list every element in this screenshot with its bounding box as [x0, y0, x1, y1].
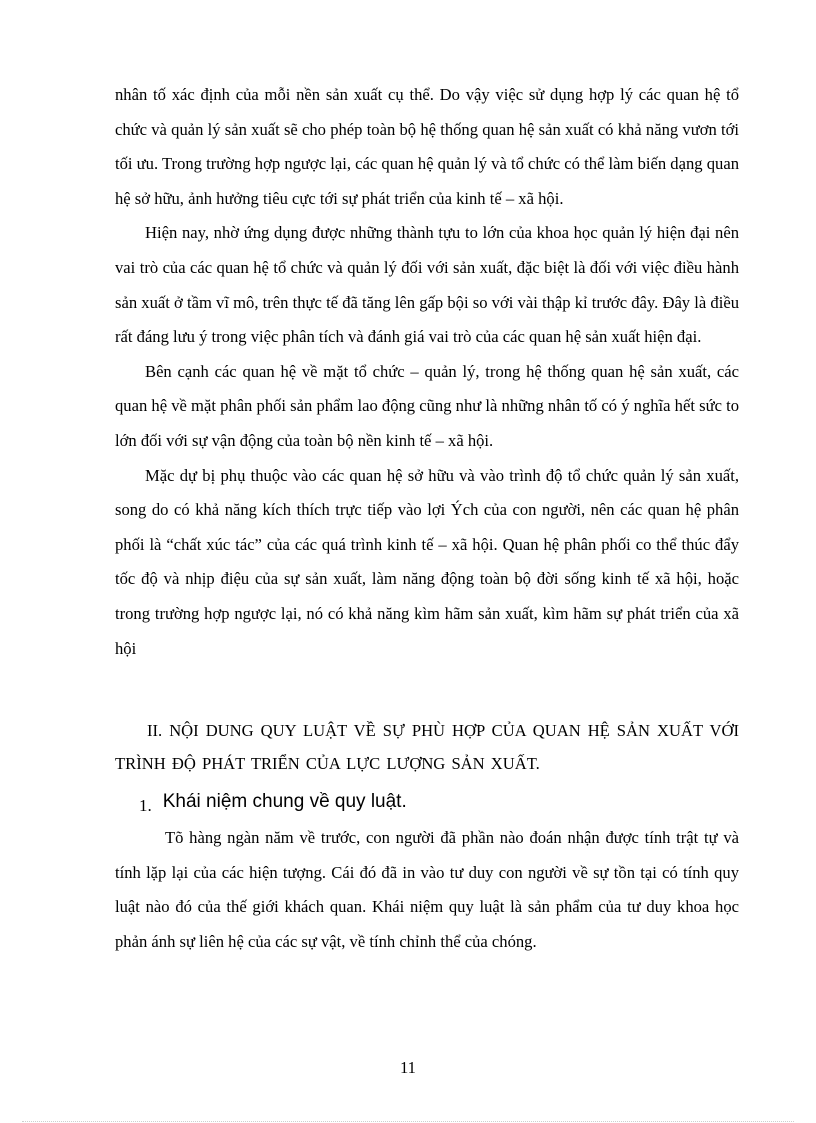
- sub-heading-number: 1.: [139, 796, 152, 816]
- paragraph-2: Hiện nay, nhờ ứng dụng được những thành tựu to lớn của khoa học quản lý hiện đại nên vai trò của các quan hệ tổ chức và quản lý đối với sản xuất, đặc biệt là đối với việc điều hành sản xuất ở tầm vĩ mô, trên thực tế đã tăng lên gấp bội so với vài thập kỉ trước đây. Đây là điều rất đáng lưu ý trong việc phân tích và đánh giá vai trò của các quan hệ sản xuất hiện đại.: [115, 223, 739, 347]
- paragraph-5: Tõ hàng ngàn năm về trước, con người đã phần nào đoán nhận được tính trật tự và tính lặp lại của các hiện tượng. Cái đó đã in vào tư duy con người về sự tồn tại có tính quy luật nào đó của thế giới khách quan. Khái niệm quy luật là sản phẩm của tư duy khoa học phản ánh sự liên hệ của các sự vật, về tính chỉnh thể của chóng.: [115, 828, 739, 951]
- paragraph-3: Bên cạnh các quan hệ về mặt tổ chức – quản lý, trong hệ thống quan hệ sản xuất, các quan hệ về mặt phân phối sản phẩm lao động cũng như là những nhân tố có ý nghĩa hết sức to lớn đối với sự vận động của toàn bộ nền kinh tế – xã hội.: [115, 361, 739, 450]
- section-heading: II. NỘI DUNG QUY LUẬT VỀ SỰ PHÙ HỢP CỦA QUAN HỆ SẢN XUẤT VỚI TRÌNH ĐỘ PHÁT TRIỂN CỦA LỰC LƯỢNG SẢN XUẤT.: [115, 721, 739, 774]
- sub-heading: [139, 786, 739, 817]
- paragraph-4: Mặc dự bị phụ thuộc vào các quan hệ sở hữu và vào trình độ tổ chức quản lý sản xuất, song do có khả năng kích thích trực tiếp vào lợi Ých của con người, nên các quan hệ phân phối là “chất xúc tác” của các quá trình kinh tế – xã hội. Quan hệ phân phối co thể thúc đẩy tốc độ và nhịp điệu của sự sản xuất, làm năng động toàn bộ đời sống kinh tế xã hội, hoặc trong trường hợp ngược lại, nó có khả năng kìm hãm sản xuất, kìm hãm sự phát triển của xã hội: [115, 465, 739, 658]
- page-number: 11: [400, 1058, 416, 1077]
- document-page: [115, 78, 739, 959]
- paragraph-1: nhân tố xác định của mỗi nền sản xuất cụ thể. Do vậy việc sử dụng hợp lý các quan hệ tổ chức và quản lý sản xuất sẽ cho phép toàn bộ hệ thống quan hệ sản xuất có khả năng vươn tới tối ưu. Trong trường hợp ngược lại, các quan hệ quản lý và tổ chức có thể làm biến dạng quan hệ sở hữu, ảnh hưởng tiêu cực tới sự phát triển của kinh tế – xã hội.: [115, 85, 739, 208]
- footer-divider: [22, 1121, 794, 1122]
- sub-heading-text: Khái niệm chung về quy luật.: [162, 791, 407, 813]
